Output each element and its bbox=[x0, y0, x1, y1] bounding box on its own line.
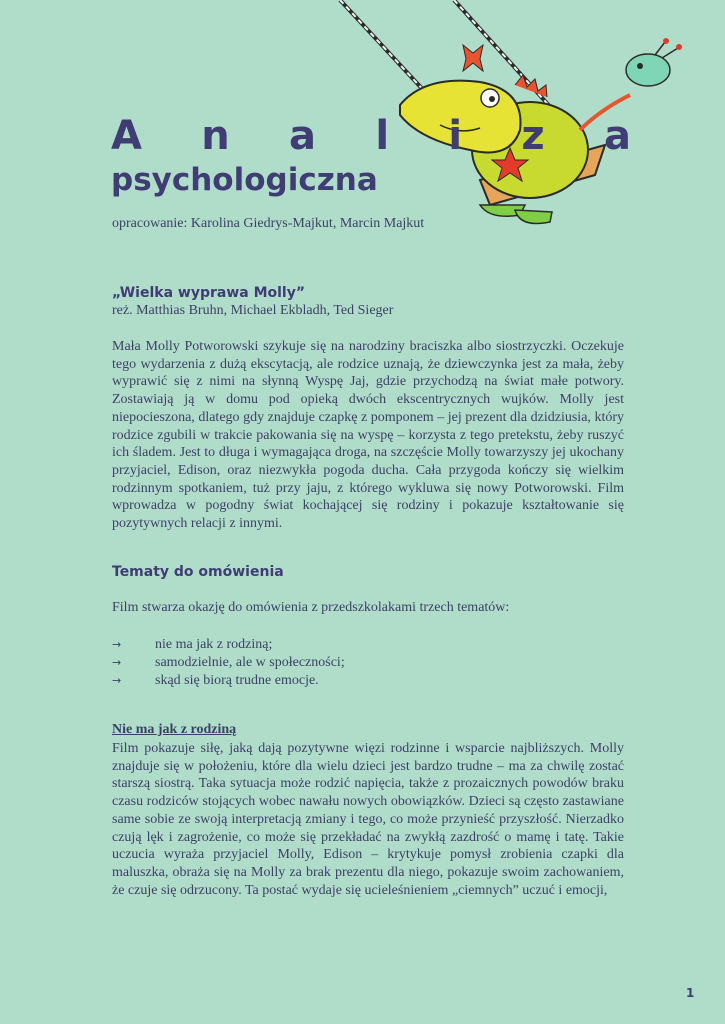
title-letter: i bbox=[448, 113, 463, 159]
topic-label: samodzielnie, ale w społeczności; bbox=[155, 655, 345, 670]
film-summary: Mała Molly Potworowski szykuje się na narodziny braciszka albo siostrzyczki. Oczekuje tego wydarzenia z dużą ekscytacją, ale rodzice uznają, że dziewczynka jest za mała, żeby wyprawić się z nimi na słynną Wyspę Jaj, gdzie przychodzą na świat małe potwory. Zostawiają ją w domu pod opieką dwóch ekscentrycznych wujków. Molly jest niepocieszona, dlatego gdy znajduje czapkę z pomponem – jej prezent dla dzidziusia, który rodzice zgubili w trakcie pakowania się na wyspę – korzysta z tego pretekstu, żeby ruszyć ich śladem. Jest to długa i wymagająca droga, na szczęście Molly towarzyszy jej ukochany przyjaciel, Edison, oraz niezwykła pogoda ducha. Cała przygoda kończy się wielkim rodzinnym spotkaniem, tuż przy jaju, z którego wykluwa się nowy Potworowski. Film wprowadza w pogodny świat kochającej się rodziny i pokazuje kształtowanie się pozytywnych relacji z innymi. bbox=[112, 339, 624, 532]
arrow-right-icon: → bbox=[112, 656, 122, 669]
film-title: „Wielka wyprawa Molly” bbox=[112, 285, 306, 301]
topic-label: nie ma jak z rodziną; bbox=[155, 637, 273, 652]
page-number: 1 bbox=[686, 986, 695, 1000]
topics-intro: Film stwarza okazję do omówienia z przedszkolakami trzech tematów: bbox=[112, 600, 510, 615]
topics-heading: Tematy do omówienia bbox=[112, 564, 284, 580]
section-body-family: Film pokazuje siłę, jaką dają pozytywne więzi rodzinne i wsparcie najbliższych. Molly znajduje się w położeniu, które dla wielu dzieci jest bardzo trudne – ma za chwilę zostać starszą siostrą. Taka sytuacja może rodzić napięcia, także z prozaicznych powodów braku czasu rodziców stojących wobec nawału nowych obowiązków. Dzieci są często zastawiane same sobie ze swoją interpretacją zmiany i tego, co może przynieść przyszłość. Nierzadko czują lęk i zagrożenie, co może się przekładać na zwykłą zazdrość o mamę i tatę. Takie uczucia wyraża przyjaciel Molly, Edison – krytykuje pomysł zrobienia czapki dla maluszka, obraża się na Molly za brak prezentu dla niego, pokazuje swoim zachowaniem, że czuje się odrzucony. Ta postać wydaje się ucieleśnieniem „ciemnych” uczuć i emocji, bbox=[112, 741, 624, 898]
film-directors: reż. Matthias Bruhn, Michael Ekbladh, Ted Sieger bbox=[112, 303, 394, 318]
section-heading-family: Nie ma jak z rodziną bbox=[112, 722, 237, 737]
list-item bbox=[112, 636, 345, 654]
list-item bbox=[112, 672, 345, 690]
title-letter: n bbox=[201, 113, 230, 159]
bow-icon bbox=[463, 45, 483, 71]
title-letter: a bbox=[603, 113, 631, 159]
title-letter: z bbox=[521, 113, 545, 159]
title-letter: A bbox=[111, 113, 142, 159]
list-item bbox=[112, 654, 345, 672]
topic-label: skąd się biorą trudne emocje. bbox=[155, 673, 319, 688]
byline: opracowanie: Karolina Giedrys-Majkut, Marcin Majkut bbox=[112, 216, 425, 231]
edison-creature bbox=[626, 54, 670, 86]
arrow-right-icon: → bbox=[112, 674, 122, 687]
title-letter: a bbox=[289, 113, 317, 159]
title-letter: l bbox=[375, 113, 390, 159]
arrow-right-icon: → bbox=[112, 638, 122, 651]
page-subtitle: psychologiczna bbox=[111, 162, 378, 198]
page-title bbox=[111, 114, 631, 158]
topics-list bbox=[112, 636, 345, 690]
